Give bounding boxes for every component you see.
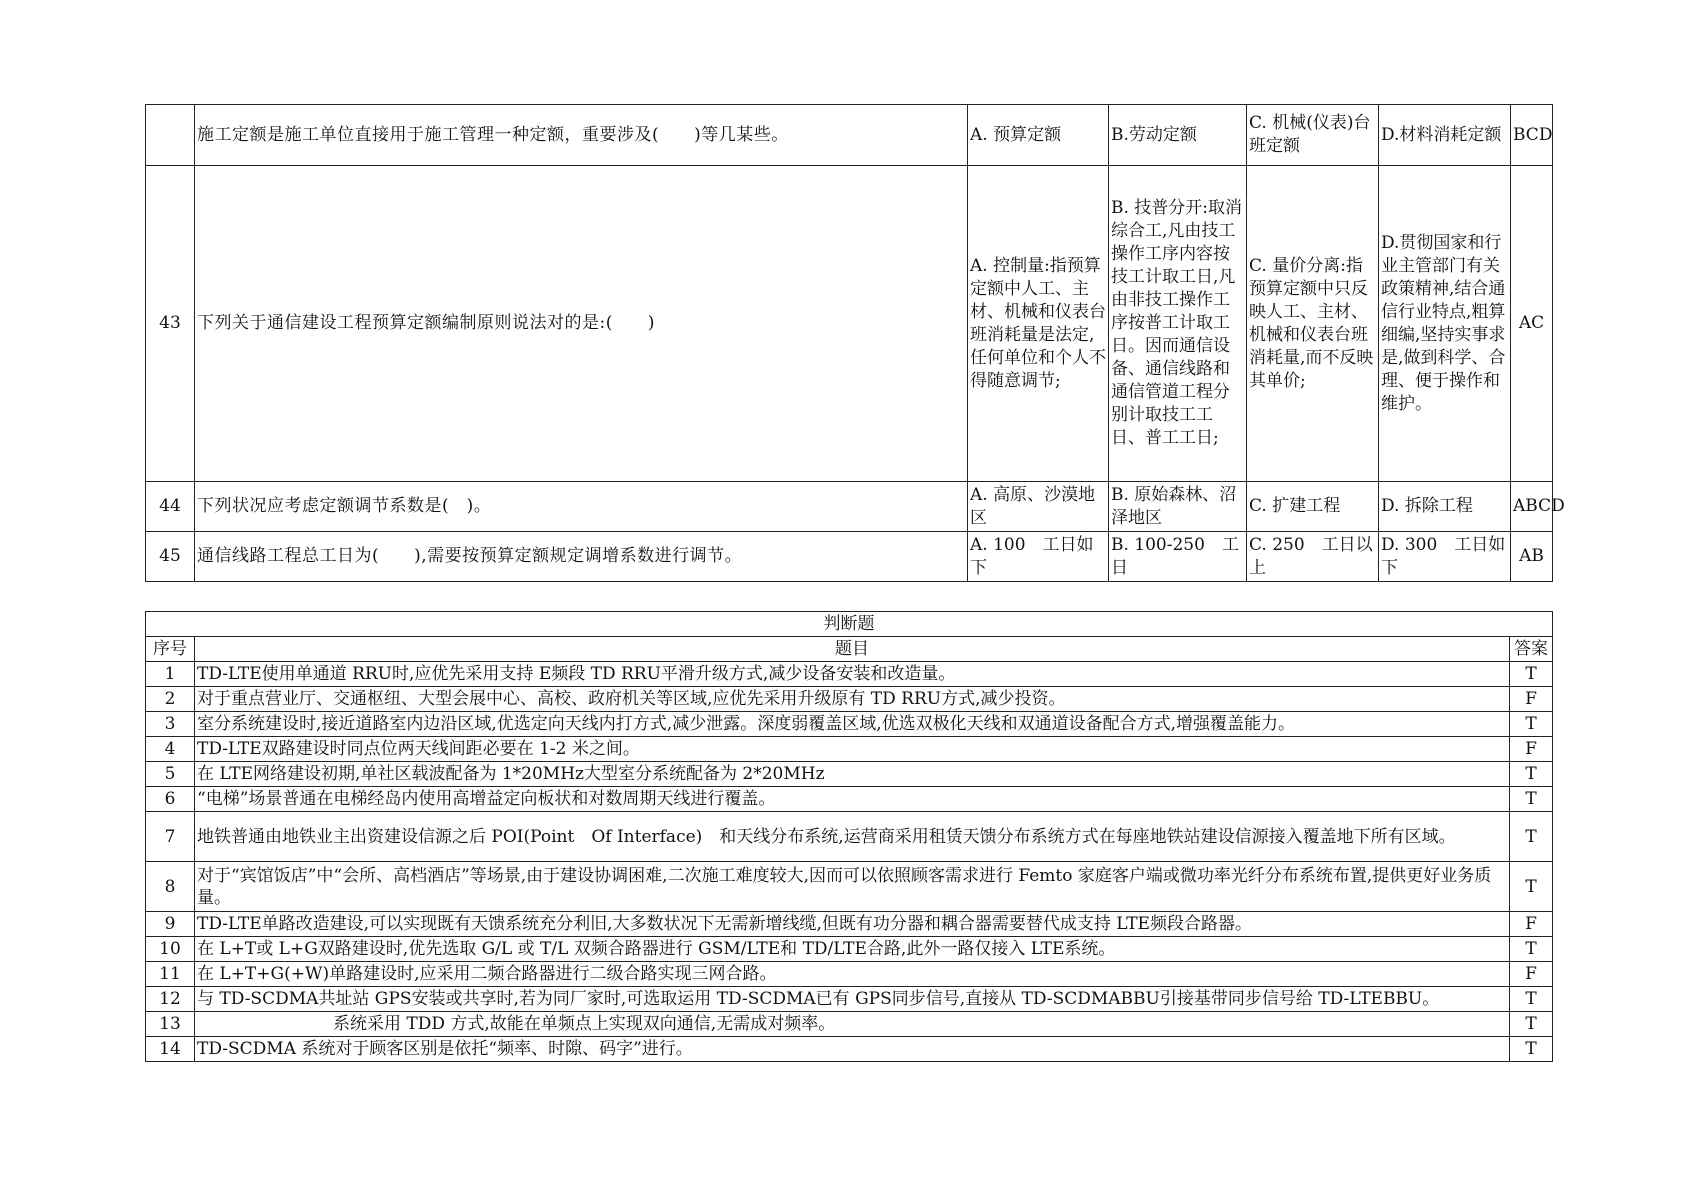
- question-number: [146, 105, 195, 166]
- question-number: 10: [146, 937, 195, 962]
- answer: T: [1510, 862, 1553, 912]
- question-text: “电梯”场景普通在电梯经岛内使用高增益定向板状和对数周期天线进行覆盖。: [195, 787, 1510, 812]
- option-d: D. 拆除工程: [1379, 482, 1511, 532]
- mc-row: [146, 532, 1553, 582]
- question-number: 4: [146, 737, 195, 762]
- question-number: 3: [146, 712, 195, 737]
- question-text: 系统采用 TDD 方式,故能在单频点上实现双向通信,无需成对频率。: [195, 1012, 1510, 1037]
- option-b: B.劳动定额: [1109, 105, 1247, 166]
- question-number: 12: [146, 987, 195, 1012]
- answer: F: [1510, 962, 1553, 987]
- option-c: C. 扩建工程: [1247, 482, 1379, 532]
- question-number: 2: [146, 687, 195, 712]
- answer: T: [1510, 787, 1553, 812]
- option-b: B. 原始森林、沼泽地区: [1109, 482, 1247, 532]
- question-text: 在 LTE网络建设初期,单社区载波配备为 1*20MHz大型室分系统配备为 2*20MHz: [195, 762, 1510, 787]
- tf-header-row: [146, 637, 1553, 662]
- question-number: 45: [146, 532, 195, 582]
- tf-row: [146, 687, 1553, 712]
- question-text: 室分系统建设时,接近道路室内边沿区域,优选定向天线内打方式,减少泄露。深度弱覆盖区域,优选双极化天线和双通道设备配合方式,增强覆盖能力。: [195, 712, 1510, 737]
- tf-row: [146, 812, 1553, 862]
- option-a: A. 100 工日如下: [968, 532, 1109, 582]
- mc-row: [146, 166, 1553, 482]
- answer: T: [1510, 987, 1553, 1012]
- mc-row: [146, 105, 1553, 166]
- question-text: TD-LTE使用单通道 RRU时,应优先采用支持 E频段 TD RRU平滑升级方式,减少设备安装和改造量。: [195, 662, 1510, 687]
- tf-row: [146, 662, 1553, 687]
- answer: T: [1510, 1037, 1553, 1062]
- question-text: 地铁普通由地铁业主出资建设信源之后 POI(Point Of Interface) 和天线分布系统,运营商采用租赁天馈分布系统方式在每座地铁站建设信源接入覆盖地下所有区域。: [195, 812, 1510, 862]
- option-d: D.材料消耗定额: [1379, 105, 1511, 166]
- option-d: D.贯彻国家和行业主管部门有关政策精神,结合通信行业特点,粗算细编,坚持实事求是,做到科学、合理、便于操作和维护。: [1379, 166, 1511, 482]
- option-c: C. 机械(仪表)台班定额: [1247, 105, 1379, 166]
- question-number: 1: [146, 662, 195, 687]
- tf-row: [146, 712, 1553, 737]
- question-number: 43: [146, 166, 195, 482]
- question-number: 6: [146, 787, 195, 812]
- question-number: 8: [146, 862, 195, 912]
- option-c: C. 250 工日以上: [1247, 532, 1379, 582]
- column-header-question: 题目: [195, 637, 1510, 662]
- question-text: 与 TD-SCDMA共址站 GPS安装或共享时,若为同厂家时,可选取运用 TD-SCDMA已有 GPS同步信号,直接从 TD-SCDMABBU引接基带同步信号给 TD-LTEBBU。: [195, 987, 1510, 1012]
- question-text: 施工定额是施工单位直接用于施工管理一种定额，重要涉及( )等几某些。: [195, 105, 968, 166]
- true-false-table: [145, 611, 1553, 1062]
- option-d: D. 300 工日如下: [1379, 532, 1511, 582]
- section-title: 判断题: [146, 612, 1553, 637]
- answer: T: [1510, 1012, 1553, 1037]
- question-text: 在 L+T或 L+G双路建设时,优先选取 G/L 或 T/L 双频合路器进行 GSM/LTE和 TD/LTE合路,此外一路仅接入 LTE系统。: [195, 937, 1510, 962]
- answer: T: [1510, 762, 1553, 787]
- question-text: 下列状况应考虑定额调节系数是( )。: [195, 482, 968, 532]
- tf-row: [146, 787, 1553, 812]
- question-text: 通信线路工程总工日为( ),需要按预算定额规定调增系数进行调节。: [195, 532, 968, 582]
- tf-row: [146, 912, 1553, 937]
- answer: T: [1510, 712, 1553, 737]
- question-number: 7: [146, 812, 195, 862]
- answer: BCD: [1511, 105, 1553, 166]
- question-text: TD-LTE单路改造建设,可以实现既有天馈系统充分利旧,大多数状况下无需新增线缆,但既有功分器和耦合器需要替代成支持 LTE频段合路器。: [195, 912, 1510, 937]
- question-number: 44: [146, 482, 195, 532]
- answer: T: [1510, 812, 1553, 862]
- mc-row: [146, 482, 1553, 532]
- tf-row: [146, 987, 1553, 1012]
- column-header-answer: 答案: [1510, 637, 1553, 662]
- question-text: 下列关于通信建设工程预算定额编制原则说法对的是:( ): [195, 166, 968, 482]
- answer: T: [1510, 937, 1553, 962]
- answer: F: [1510, 737, 1553, 762]
- multiple-choice-table: [145, 104, 1565, 582]
- tf-row: [146, 862, 1553, 912]
- answer: F: [1510, 687, 1553, 712]
- tf-row: [146, 737, 1553, 762]
- answer: T: [1510, 662, 1553, 687]
- tf-title-row: [146, 612, 1553, 637]
- tf-row: [146, 937, 1553, 962]
- answer: AC: [1511, 166, 1553, 482]
- column-header-number: 序号: [146, 637, 195, 662]
- answer: AB: [1511, 532, 1553, 582]
- question-number: 14: [146, 1037, 195, 1062]
- answer: F: [1510, 912, 1553, 937]
- option-b: B. 100-250 工日: [1109, 532, 1247, 582]
- answer: ABCD: [1511, 482, 1553, 532]
- question-number: 11: [146, 962, 195, 987]
- tf-row: [146, 962, 1553, 987]
- question-number: 13: [146, 1012, 195, 1037]
- question-text: 对于“宾馆饭店”中“会所、高档酒店”等场景,由于建设协调困难,二次施工难度较大,因而可以依照顾客需求进行 Femto 家庭客户端或微功率光纤分布系统布置,提供更好业务质量。: [195, 862, 1510, 912]
- tf-row: [146, 1012, 1553, 1037]
- option-b: B. 技普分开:取消综合工,凡由技工操作工序内容按技工计取工日,凡由非技工操作工序按普工计取工日。因而通信设备、通信线路和通信管道工程分别计取技工工日、普工工日;: [1109, 166, 1247, 482]
- question-text: 对于重点营业厅、交通枢纽、大型会展中心、高校、政府机关等区域,应优先采用升级原有 TD RRU方式,减少投资。: [195, 687, 1510, 712]
- option-a: A. 预算定额: [968, 105, 1109, 166]
- option-a: A. 高原、沙漠地区: [968, 482, 1109, 532]
- option-c: C. 量价分离:指预算定额中只反映人工、主材、机械和仪表台班消耗量,而不反映其单价;: [1247, 166, 1379, 482]
- question-text: 在 L+T+G(+W)单路建设时,应采用二频合路器进行二级合路实现三网合路。: [195, 962, 1510, 987]
- option-a: A. 控制量:指预算定额中人工、主材、机械和仪表台班消耗量是法定,任何单位和个人不得随意调节;: [968, 166, 1109, 482]
- question-number: 5: [146, 762, 195, 787]
- question-number: 9: [146, 912, 195, 937]
- tf-row: [146, 762, 1553, 787]
- question-text: TD-SCDMA 系统对于顾客区别是依托“频率、时隙、码字”进行。: [195, 1037, 1510, 1062]
- question-text: TD-LTE双路建设时同点位两天线间距必要在 1-2 米之间。: [195, 737, 1510, 762]
- tf-row: [146, 1037, 1553, 1062]
